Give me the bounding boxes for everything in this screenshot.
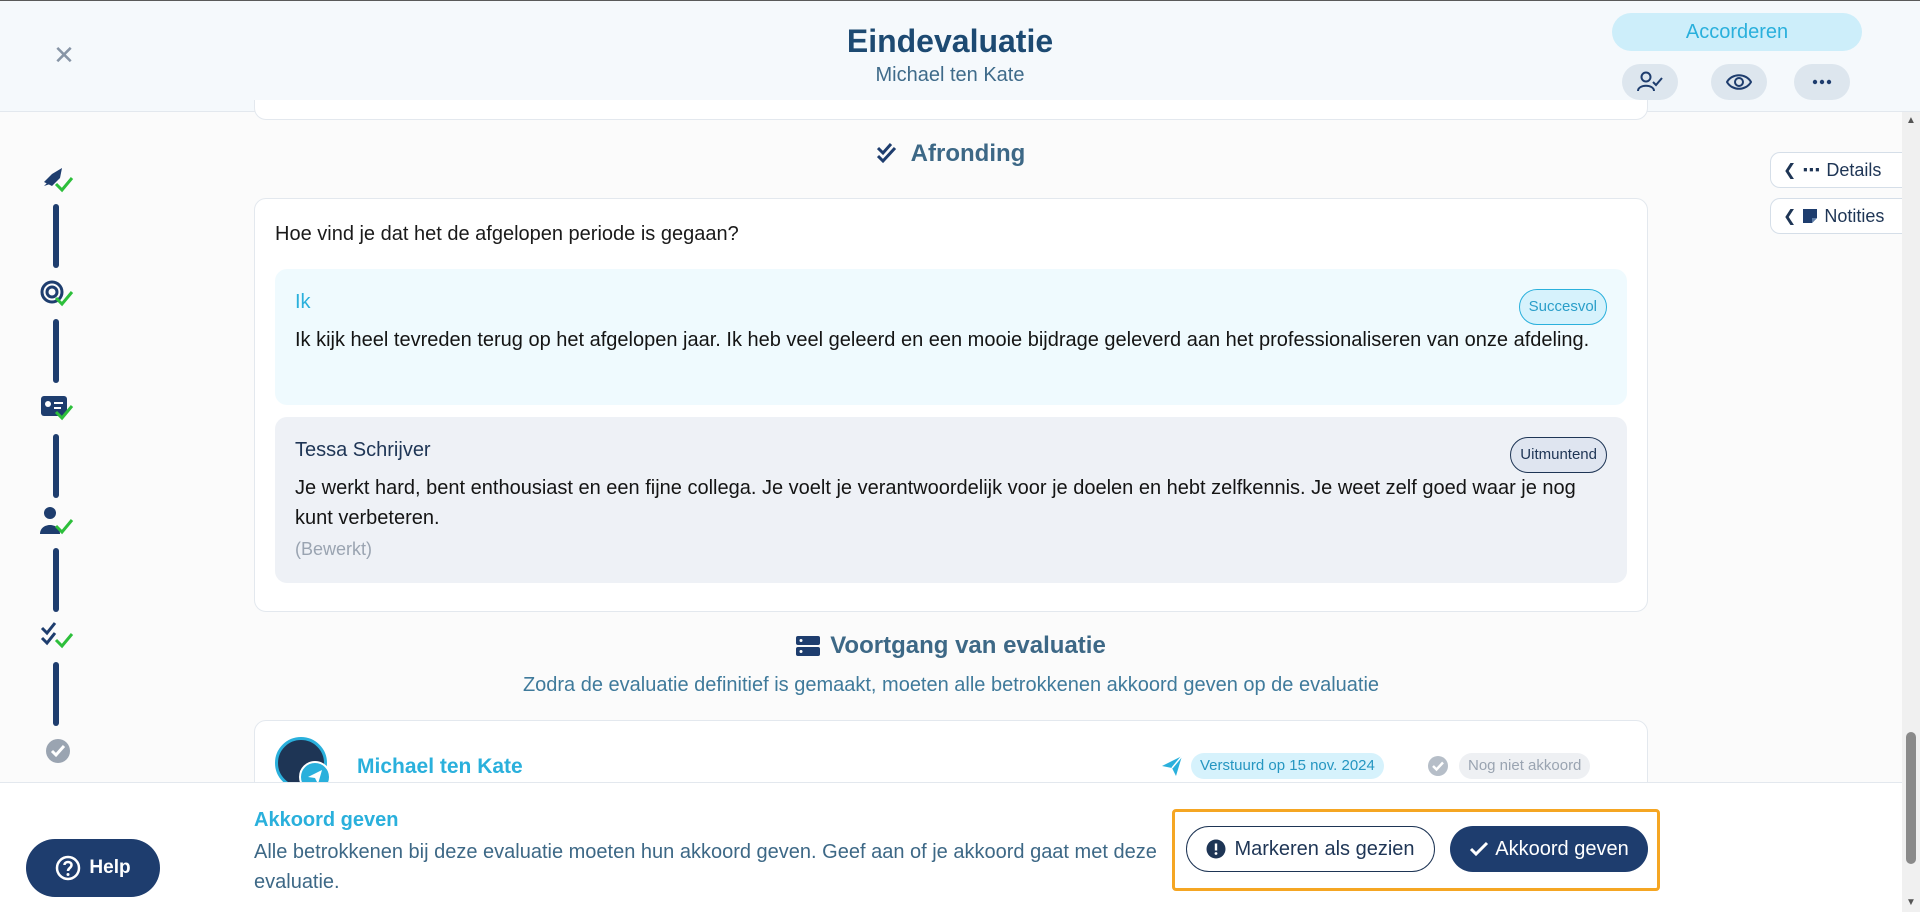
help-button-label: Help	[89, 857, 131, 878]
section-title-progress	[254, 632, 1648, 660]
previous-section-card	[254, 100, 1648, 120]
sticky-note-icon	[1802, 208, 1818, 224]
question-text: Hoe vind je dat het de afgelopen periode is gegaan?	[275, 223, 739, 245]
page-title: Eindevaluatie	[846, 23, 1054, 59]
stepper-line	[53, 662, 59, 726]
stepper-line	[53, 319, 59, 383]
notes-tab[interactable]	[1770, 198, 1920, 234]
step-competences[interactable]	[40, 392, 74, 422]
stepper-line	[53, 434, 59, 498]
more-options-button[interactable]	[1794, 64, 1850, 100]
scroll-thumb[interactable]	[1906, 732, 1916, 864]
more-icon: ⋯	[1802, 159, 1821, 180]
answer-manager	[275, 417, 1627, 583]
scroll-up-arrow[interactable]: ▲	[1906, 115, 1916, 126]
chevron-left-icon: ❮	[1783, 208, 1797, 225]
done-circle-icon	[40, 736, 74, 766]
check-icon	[1469, 841, 1489, 857]
eye-icon	[1726, 73, 1752, 91]
stepper-line	[53, 204, 59, 268]
double-check-icon	[877, 143, 901, 165]
scrollbar[interactable]	[1902, 112, 1920, 912]
mark-as-seen-button[interactable]	[1186, 826, 1435, 872]
step-personal[interactable]	[40, 506, 74, 536]
info-icon	[1206, 839, 1226, 859]
section-title-finish-label: Afronding	[910, 140, 1026, 167]
accord-button[interactable]: Accorderen	[1612, 13, 1862, 51]
answer-self-name: Ik	[295, 291, 311, 313]
target-icon	[40, 278, 74, 308]
check-circle-icon	[1427, 755, 1449, 777]
sent-badge: Verstuurd op 15 nov. 2024	[1191, 753, 1384, 779]
double-check-icon	[40, 620, 74, 650]
rocket-icon	[40, 164, 74, 194]
section-title-finish	[254, 140, 1648, 168]
person-icon	[40, 506, 74, 536]
chevron-left-icon: ❮	[1783, 162, 1797, 179]
edited-note: (Bewerkt)	[295, 539, 373, 559]
step-goals[interactable]	[40, 278, 74, 308]
notes-tab-label: Notities	[1824, 205, 1885, 226]
progress-description: Zodra de evaluatie definitief is gemaakt, moeten alle betrokkenen akkoord geven op de evaluatie	[522, 674, 1380, 696]
details-tab-label: Details	[1826, 159, 1882, 180]
status-badge: Uitmuntend	[1510, 437, 1607, 473]
id-card-icon	[40, 392, 74, 422]
assign-user-button[interactable]	[1622, 64, 1678, 100]
accept-button[interactable]	[1450, 826, 1648, 872]
status-badge: Succesvol	[1519, 289, 1607, 325]
status-badge: Nog niet akkoord	[1459, 753, 1590, 779]
preview-button[interactable]	[1711, 64, 1767, 100]
section-title-progress-label: Voortgang van evaluatie	[830, 632, 1106, 659]
participant-name[interactable]: Michael ten Kate	[357, 755, 523, 778]
help-button[interactable]	[26, 839, 160, 897]
answer-self-text: Ik kijk heel tevreden terug op het afgelopen jaar. Ik heb veel geleerd en een mooie bijdrage geleverd aan het professionaliseren van onze afdeling.	[295, 329, 1590, 351]
answer-manager-text: Je werkt hard, bent enthousiast en een fijne collega. Je voelt je verantwoordelijk voor je doelen en hebt zelfkennis. Je weet zelf goed waar je nog kunt verbeteren.	[295, 477, 1576, 529]
stepper-line	[53, 548, 59, 612]
answer-manager-name: Tessa Schrijver	[295, 439, 431, 461]
answer-self	[275, 269, 1627, 405]
page-header	[0, 0, 1920, 112]
more-icon	[1812, 79, 1832, 85]
footer-title: Akkoord geven	[254, 809, 399, 831]
scroll-down-arrow[interactable]: ▼	[1906, 897, 1916, 908]
step-done[interactable]	[40, 736, 74, 766]
mark-as-seen-label: Markeren als gezien	[1234, 837, 1415, 860]
accept-button-label: Akkoord geven	[1495, 837, 1629, 860]
approval-footer	[0, 782, 1902, 912]
help-icon	[55, 855, 81, 881]
paper-plane-icon	[1161, 755, 1183, 777]
user-check-icon	[1637, 71, 1663, 93]
server-icon	[796, 636, 820, 656]
footer-text: Alle betrokkenen bij deze evaluatie moeten hun akkoord geven. Geef aan of je akkoord gaat met deze evaluatie.	[254, 841, 1157, 893]
close-icon[interactable]: ✕	[53, 40, 75, 70]
step-finish[interactable]	[40, 620, 74, 650]
step-start[interactable]	[40, 164, 74, 194]
page-subtitle: Michael ten Kate	[875, 64, 1025, 86]
finish-question-card	[254, 198, 1648, 612]
details-tab[interactable]	[1770, 152, 1920, 188]
